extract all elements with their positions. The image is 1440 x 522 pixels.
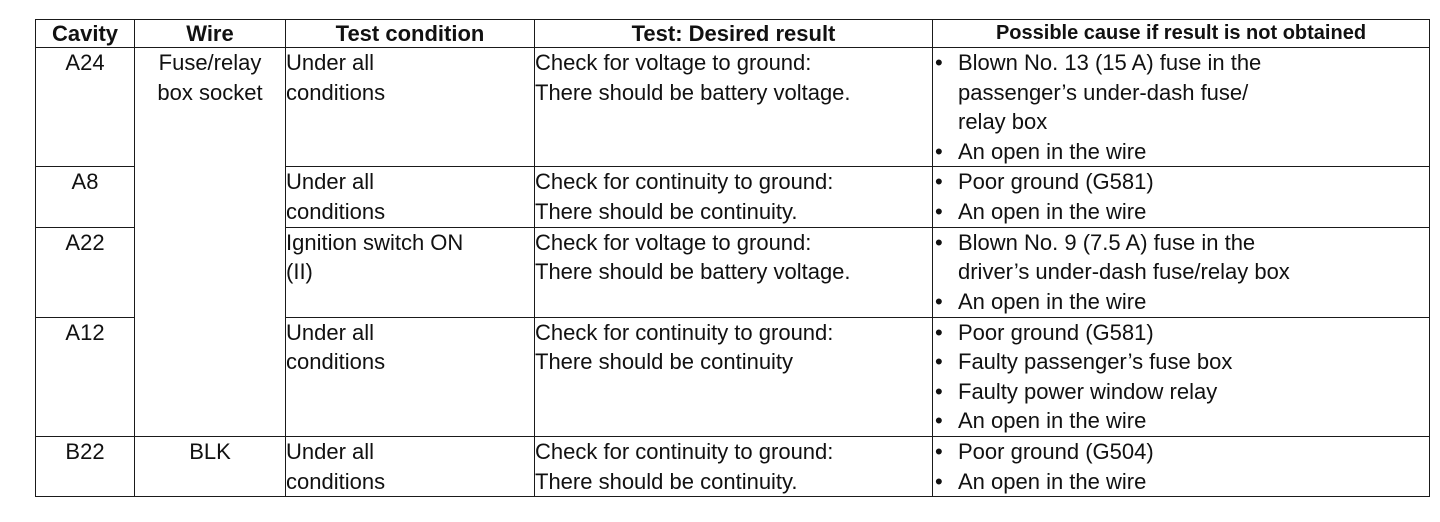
result-cell	[535, 436, 933, 496]
result-line: Check for continuity to ground:	[535, 438, 834, 464]
result-line: Check for continuity to ground:	[535, 319, 834, 345]
cause-line: driver’s under-dash fuse/relay box	[958, 259, 1290, 285]
result-line: There should be continuity	[535, 349, 794, 375]
cause-item	[933, 287, 1429, 317]
header-desired-result: Test: Desired result	[535, 20, 933, 48]
condition-cell	[286, 48, 535, 167]
connector-test-table	[35, 19, 1430, 497]
header-cavity: Cavity	[36, 20, 135, 48]
header-row	[36, 20, 1430, 48]
cavity-label: A24	[65, 50, 105, 75]
cause-line: • An open in the wire	[958, 198, 1147, 224]
cause-line: • Blown No. 13 (15 A) fuse in the	[958, 50, 1262, 75]
cause-cell	[933, 227, 1430, 317]
cause-cell	[933, 167, 1430, 227]
condition-line: (II)	[286, 259, 313, 285]
condition-cell	[286, 227, 535, 317]
result-cell	[535, 167, 933, 227]
result-line: Check for voltage to ground:	[535, 50, 812, 75]
cause-line: • Poor ground (G581)	[958, 169, 1154, 195]
result-line: There should be battery voltage.	[535, 79, 851, 105]
cause-list	[933, 318, 1429, 436]
cause-line: • Blown No. 9 (7.5 A) fuse in the	[958, 229, 1256, 255]
cause-cell	[933, 48, 1430, 167]
table-row	[36, 436, 1430, 496]
cavity-cell	[36, 317, 135, 436]
cavity-label: A12	[65, 319, 105, 345]
condition-cell	[286, 317, 535, 436]
cause-item	[933, 406, 1429, 436]
wire-label-line: box socket	[157, 79, 263, 105]
result-line: Check for voltage to ground:	[535, 229, 812, 255]
cause-line: • An open in the wire	[958, 468, 1147, 494]
header-possible-cause: Possible cause if result is not obtained	[933, 20, 1430, 48]
cause-item	[933, 228, 1429, 287]
cavity-label: A8	[71, 169, 99, 195]
condition-line: Under all	[286, 319, 375, 345]
condition-line: Under all	[286, 50, 375, 75]
cavity-cell	[36, 227, 135, 317]
cause-item	[933, 137, 1429, 167]
result-cell	[535, 317, 933, 436]
cause-line: • An open in the wire	[958, 288, 1147, 314]
wire-cell-fuse-relay	[135, 48, 286, 437]
cause-item	[933, 467, 1429, 497]
table-row	[36, 48, 1430, 167]
cause-item	[933, 48, 1429, 137]
cause-line: • Faulty passenger’s fuse box	[958, 349, 1233, 375]
result-line: There should be battery voltage.	[535, 259, 851, 285]
cause-cell	[933, 317, 1430, 436]
condition-line: conditions	[286, 198, 386, 224]
condition-line: conditions	[286, 468, 386, 494]
condition-cell	[286, 436, 535, 496]
cause-line: • Poor ground (G504)	[958, 438, 1154, 464]
result-line: There should be continuity.	[535, 468, 798, 494]
cavity-cell	[36, 436, 135, 496]
cause-item	[933, 197, 1429, 227]
condition-line: Under all	[286, 169, 375, 195]
result-cell	[535, 227, 933, 317]
cause-list	[933, 437, 1429, 496]
cause-list	[933, 228, 1429, 317]
result-line: Check for continuity to ground:	[535, 169, 834, 195]
cause-item	[933, 437, 1429, 467]
condition-line: conditions	[286, 79, 386, 105]
cause-list	[933, 48, 1429, 166]
cause-list	[933, 167, 1429, 226]
cause-line: relay box	[958, 109, 1048, 135]
header-wire: Wire	[135, 20, 286, 48]
wire-label: BLK	[189, 438, 231, 464]
cause-item	[933, 377, 1429, 407]
condition-line: conditions	[286, 349, 386, 375]
result-cell	[535, 48, 933, 167]
result-line: There should be continuity.	[535, 198, 798, 224]
cause-item	[933, 167, 1429, 197]
cause-item	[933, 318, 1429, 348]
wire-cell-blk	[135, 436, 286, 496]
condition-line: Ignition switch ON	[286, 229, 464, 255]
cavity-label: A22	[65, 229, 105, 255]
cavity-cell	[36, 167, 135, 227]
cause-line: • Poor ground (G581)	[958, 319, 1154, 345]
cause-cell	[933, 436, 1430, 496]
cavity-label: B22	[65, 438, 105, 464]
wire-label-line: Fuse/relay	[158, 50, 262, 75]
cause-line: • An open in the wire	[958, 408, 1147, 434]
cause-line: passenger’s under-dash fuse/	[958, 79, 1249, 105]
cause-item	[933, 347, 1429, 377]
cavity-cell	[36, 48, 135, 167]
cause-line: • An open in the wire	[958, 138, 1147, 164]
condition-line: Under all	[286, 438, 375, 464]
condition-cell	[286, 167, 535, 227]
cause-line: • Faulty power window relay	[958, 378, 1218, 404]
header-test-condition: Test condition	[286, 20, 535, 48]
